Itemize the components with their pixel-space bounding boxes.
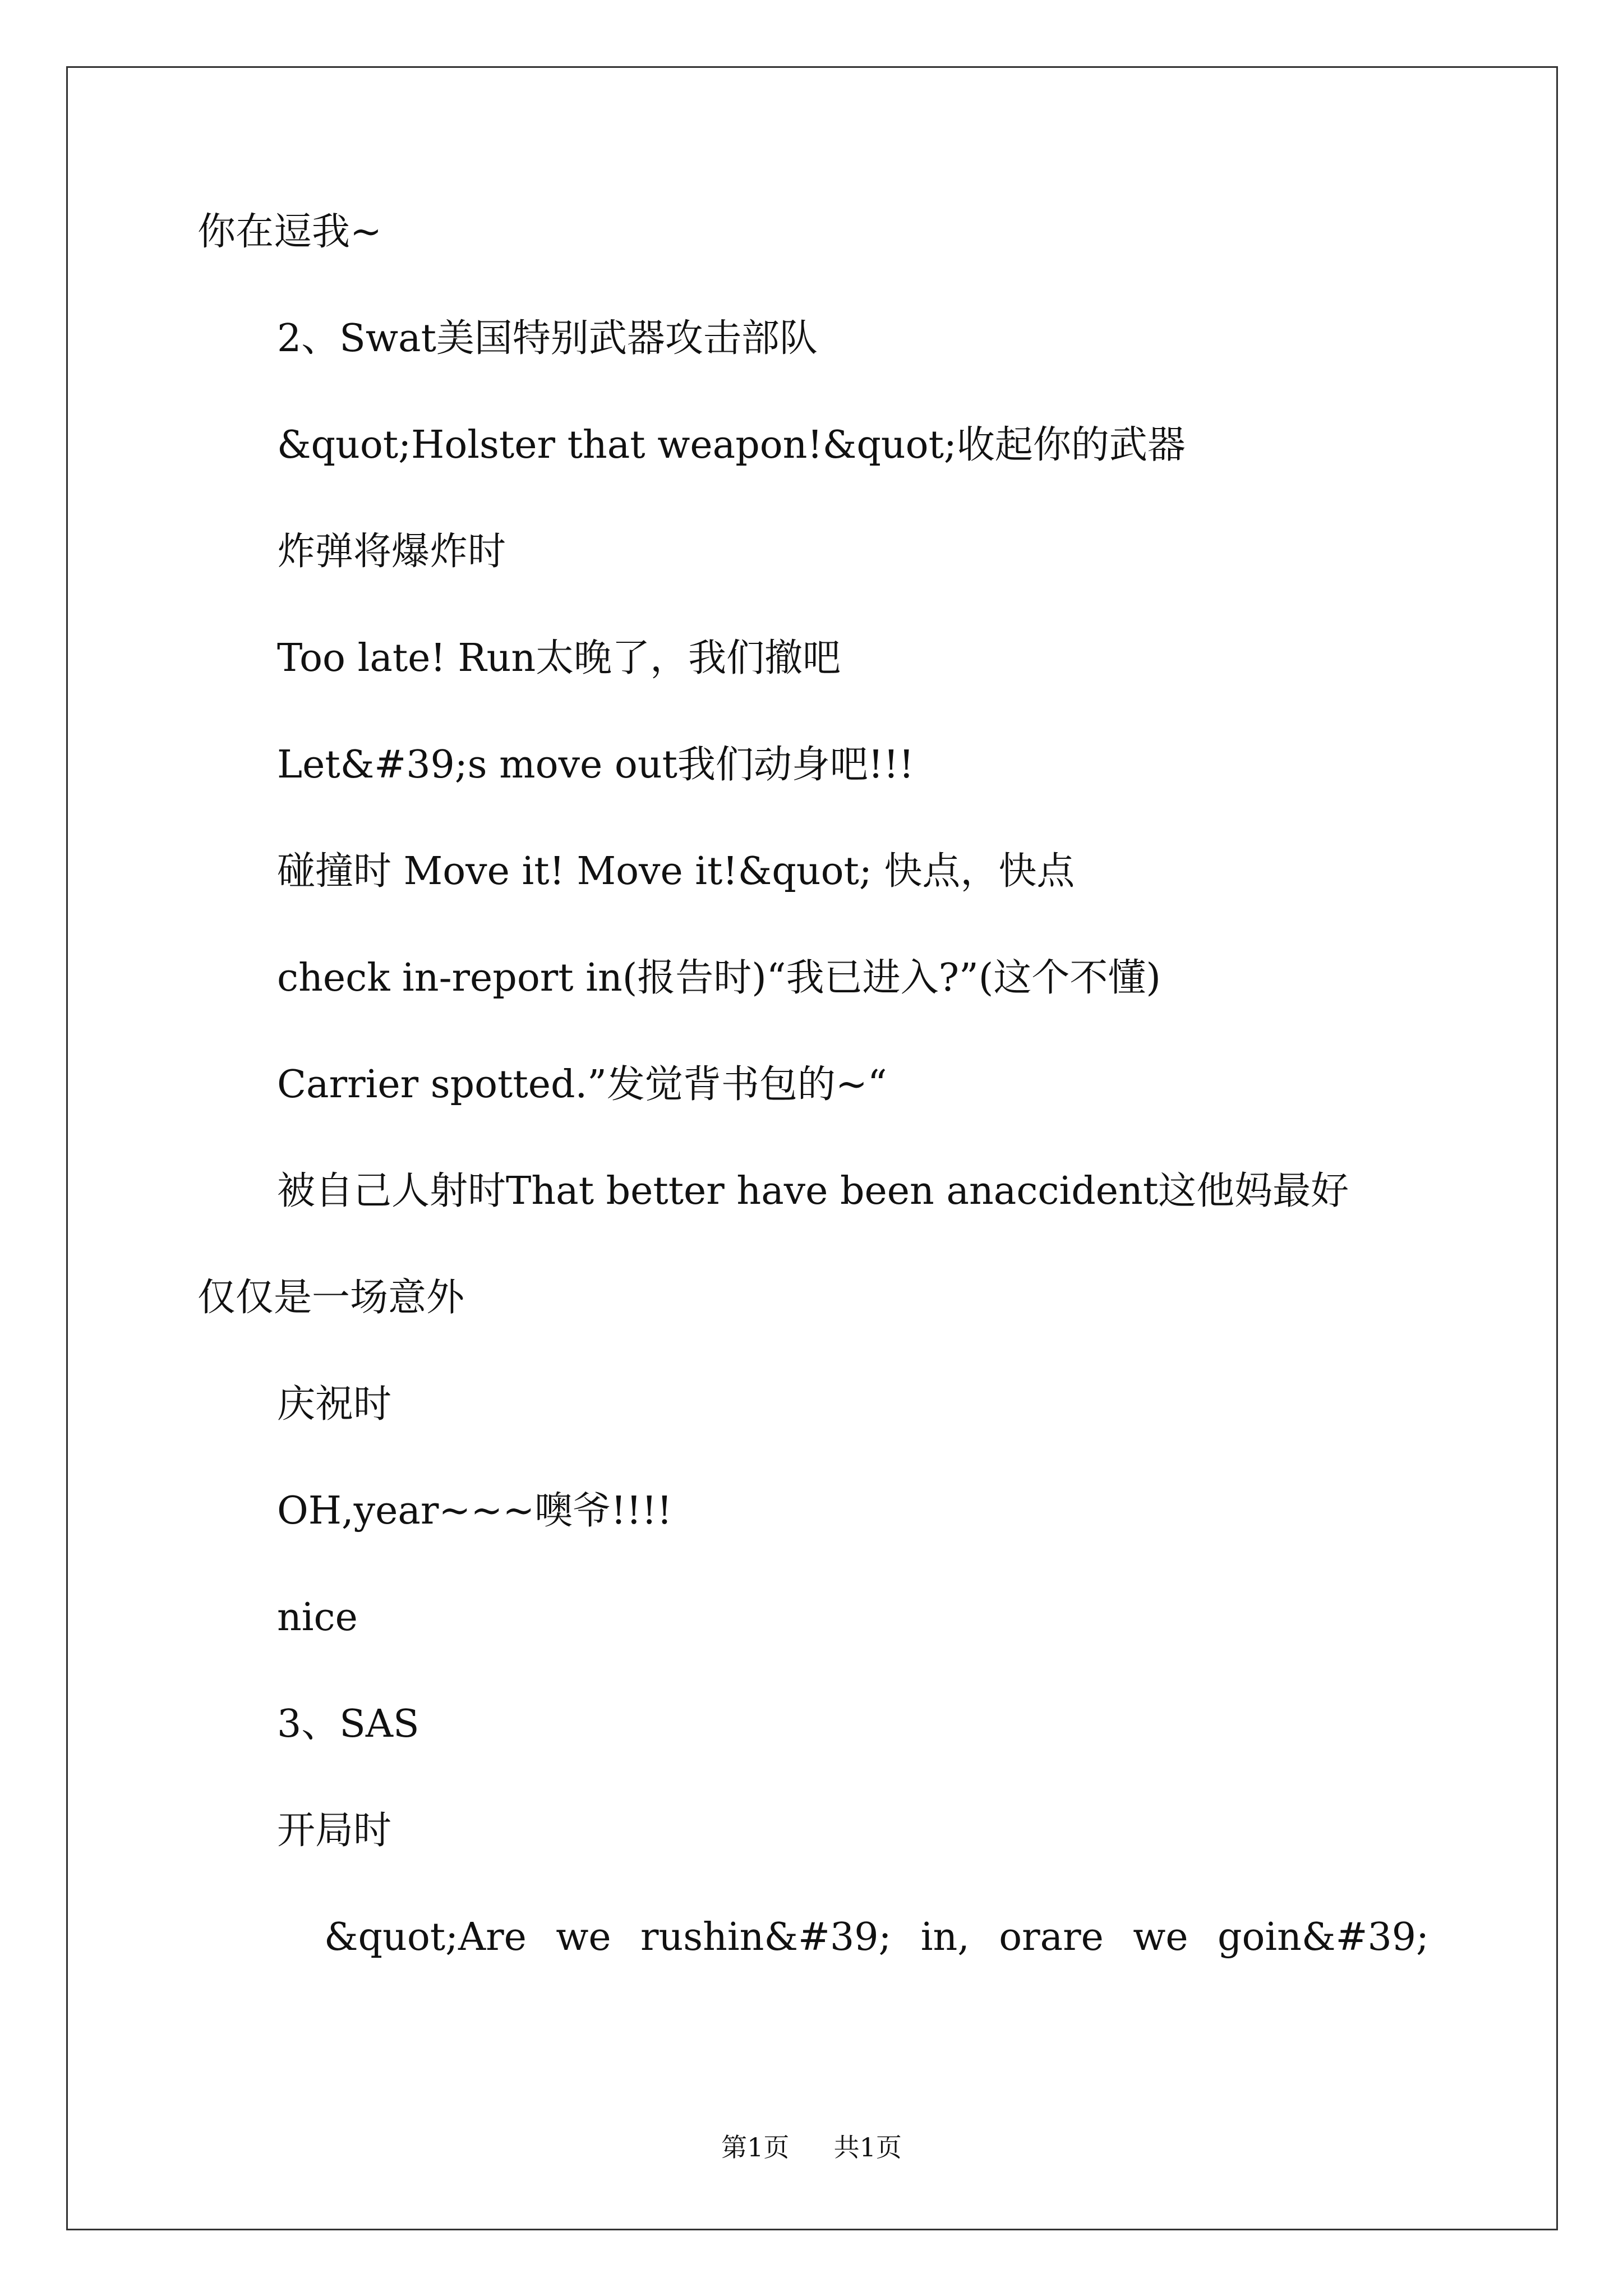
word: we — [1133, 1915, 1188, 1959]
word: orare — [999, 1915, 1104, 1959]
word: rushin&#39; — [640, 1915, 892, 1959]
text-line-1: 你在逗我~ — [197, 210, 382, 254]
text-line-6: Let&#39;s move out我们动身吧!!! — [277, 743, 914, 787]
text-line-5: Too late! Run太晚了，我们撤吧 — [277, 636, 841, 680]
word: in, — [920, 1915, 970, 1959]
word: we — [556, 1915, 611, 1959]
text-line-10: 被自己人射时That better have been anaccident这他妈最好 — [277, 1169, 1349, 1213]
text-line-17 — [324, 1915, 1429, 1960]
text-line-9: Carrier spotted.”发觉背书包的~“ — [277, 1062, 887, 1107]
text-line-7: 碰撞时 Move it! Move it!&quot; 快点，快点 — [277, 849, 1075, 894]
section-heading-sas: 3、SAS — [277, 1702, 419, 1746]
text-line-4: 炸弹将爆炸时 — [277, 530, 506, 574]
text-line-3: &quot;Holster that weapon!&quot;收起你的武器 — [277, 423, 1186, 467]
text-line-12: 庆祝时 — [277, 1382, 392, 1427]
word: goin&#39; — [1217, 1915, 1429, 1959]
page-number: 第1页 — [721, 2132, 790, 2162]
word: &quot;Are — [324, 1915, 527, 1959]
text-line-16: 开局时 — [277, 1809, 392, 1853]
section-heading-swat: 2、Swat美国特别武器攻击部队 — [277, 316, 818, 361]
text-line-14: nice — [277, 1595, 358, 1640]
text-line-13: OH,year~~~噢爷!!!! — [277, 1489, 672, 1533]
text-line-8: check in-report in(报告时)“我已进入?”(这个不懂) — [277, 956, 1161, 1000]
text-line-11: 仅仅是一场意外 — [197, 1276, 465, 1320]
page-total: 共1页 — [833, 2132, 902, 2162]
page-footer — [0, 2132, 1623, 2163]
page-border — [66, 66, 1558, 2230]
